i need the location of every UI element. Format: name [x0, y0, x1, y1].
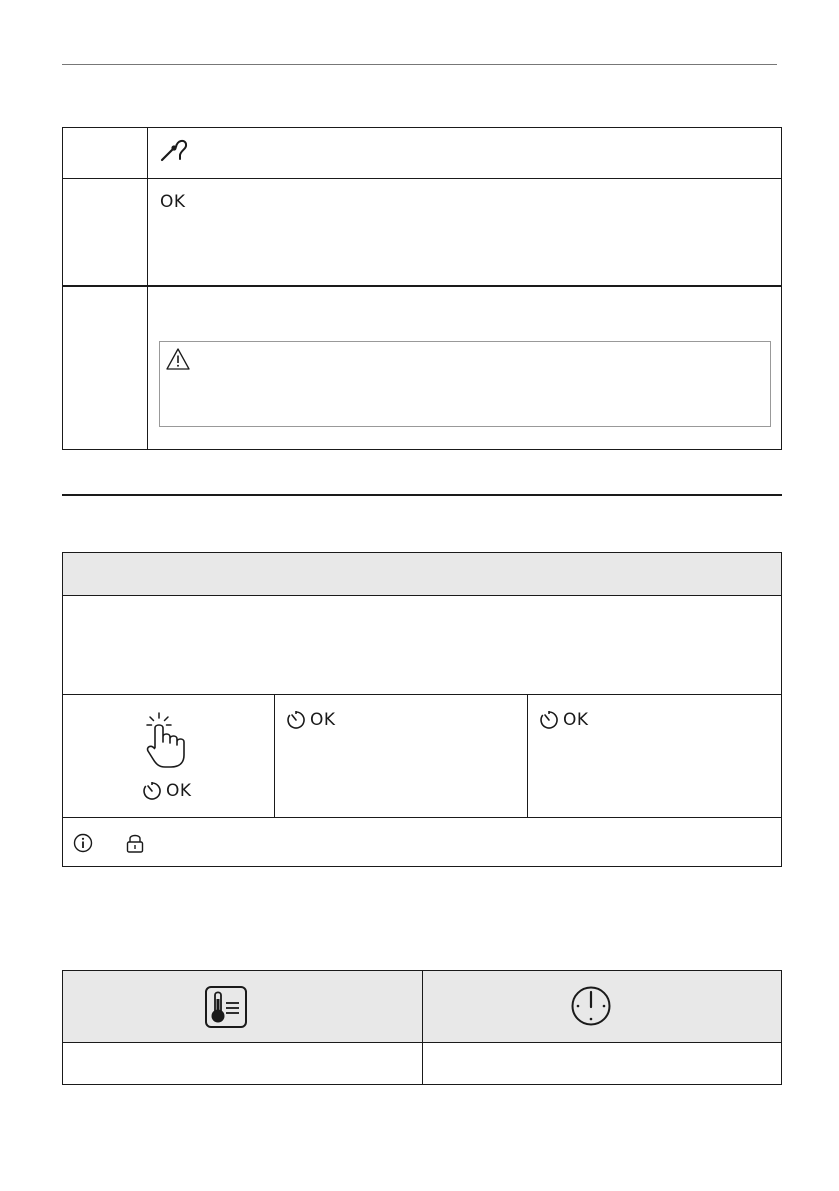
- touch-hand-icon: [146, 712, 188, 768]
- ok-label: OK: [310, 710, 336, 730]
- header-rule: [62, 64, 777, 65]
- ok-label: OK: [166, 781, 192, 801]
- ok-label: OK: [160, 192, 186, 212]
- warning-triangle-icon: [166, 348, 190, 370]
- clock-icon: [571, 986, 611, 1026]
- timer-icon: [142, 781, 162, 801]
- thermometer-display-icon: [205, 986, 247, 1028]
- info-icon: [73, 833, 93, 853]
- timer-icon: [286, 710, 306, 730]
- timer-icon: [539, 710, 559, 730]
- section-rule: [62, 494, 782, 496]
- lock-icon: [125, 833, 145, 853]
- ok-label: OK: [563, 710, 589, 730]
- timer-table-header: [62, 552, 782, 595]
- warning-box: [159, 341, 771, 427]
- probe-icon: [160, 138, 190, 164]
